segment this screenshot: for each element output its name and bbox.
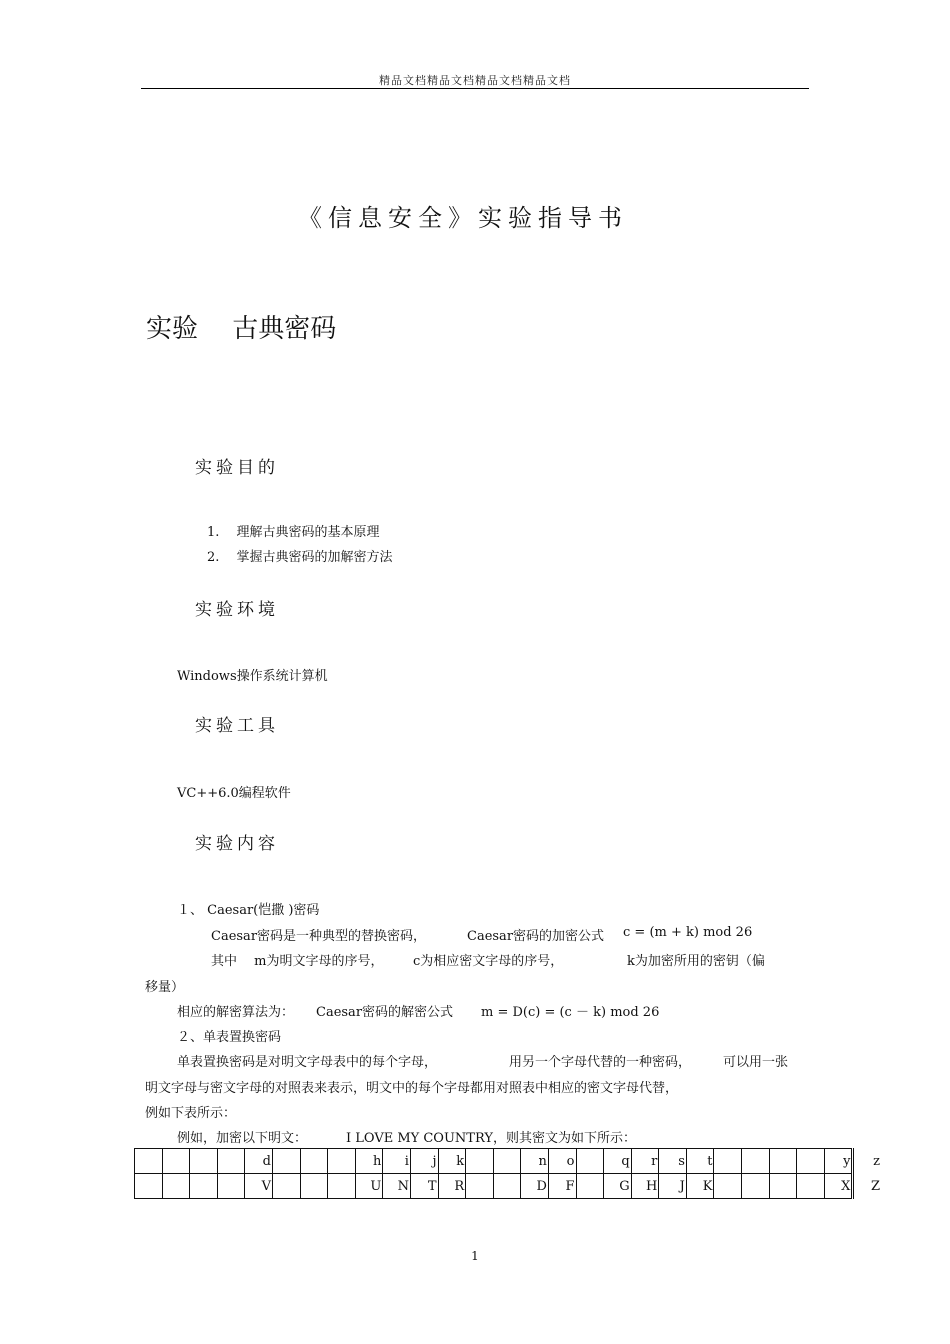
plain-cell: s xyxy=(659,1149,687,1174)
cipher-cell: T xyxy=(410,1174,438,1199)
page-number: 1 xyxy=(471,1249,479,1263)
tools-text: VC++6.0编程软件 xyxy=(177,786,291,801)
plain-cell xyxy=(135,1149,163,1174)
cipher-cell xyxy=(217,1174,245,1199)
substitution-desc-a: 单表置换密码是对明文字母表中的每个字母， xyxy=(177,1055,438,1070)
cipher-cell xyxy=(328,1174,356,1199)
plain-cell: j xyxy=(410,1149,438,1174)
cipher-cell xyxy=(135,1174,163,1199)
substitution-desc-c: 可以用一张 xyxy=(723,1055,789,1070)
cipher-cell xyxy=(493,1174,521,1199)
var-k-desc: k为加密所用的密钥（偏 xyxy=(627,954,765,969)
table-intro: 例如下表所示： xyxy=(145,1106,237,1121)
caesar-desc: Caesar密码是一种典型的替换密码， xyxy=(211,929,427,944)
cipher-cell: R xyxy=(438,1174,466,1199)
cipher-cell: X xyxy=(824,1174,853,1199)
experiment-title: 实验 古典密码 xyxy=(146,314,337,344)
cipher-cell: G xyxy=(604,1174,632,1199)
decrypt-intro: 相应的解密算法为： xyxy=(177,1005,295,1020)
cipher-cell xyxy=(272,1174,300,1199)
caesar-enc-label: Caesar密码的加密公式 xyxy=(467,929,605,944)
var-k-desc-cont: 移量） xyxy=(145,980,185,995)
plain-cell: r xyxy=(631,1149,659,1174)
section-heading-tools: 实验工具 xyxy=(195,716,279,736)
cipher-cell: K xyxy=(686,1174,714,1199)
caesar-dec-formula: m = D(c) = (c － k) mod 26 xyxy=(481,1005,660,1020)
plain-cell: d xyxy=(245,1149,273,1174)
substitution-heading: ２、单表置换密码 xyxy=(177,1030,282,1045)
plain-cell: z xyxy=(853,1149,881,1174)
running-header: 精品文档精品文档精品文档精品文档 xyxy=(379,74,571,87)
header-rule xyxy=(141,88,809,89)
plain-cell xyxy=(328,1149,356,1174)
env-text: Windows操作系统计算机 xyxy=(177,669,328,684)
plain-cell xyxy=(466,1149,494,1174)
plain-cell xyxy=(217,1149,245,1174)
plain-cell xyxy=(742,1149,770,1174)
plain-cell: t xyxy=(686,1149,714,1174)
plain-cell xyxy=(493,1149,521,1174)
substitution-desc-cont: 明文字母与密文字母的对照表来表示，明文中的每个字母都用对照表中相应的密文字母代替， xyxy=(145,1081,679,1096)
plaintext-row xyxy=(135,1149,882,1174)
plain-cell xyxy=(272,1149,300,1174)
example-plaintext: I LOVE MY COUNTRY，则其密文为如下所示： xyxy=(346,1131,636,1146)
document-title: 《信息安全》实验指导书 xyxy=(298,204,628,232)
example-intro: 例如，加密以下明文： xyxy=(177,1131,308,1146)
cipher-cell: J xyxy=(659,1174,687,1199)
var-m-desc: 其中 m为明文字母的序号， xyxy=(211,954,384,969)
cipher-cell xyxy=(797,1174,825,1199)
caesar-heading: １、 Caesar(恺撒 )密码 xyxy=(177,903,320,918)
plain-cell: k xyxy=(438,1149,466,1174)
cipher-cell xyxy=(742,1174,770,1199)
cipher-cell: N xyxy=(383,1174,411,1199)
section-heading-env: 实验环境 xyxy=(195,600,279,620)
section-heading-content: 实验内容 xyxy=(195,834,279,854)
cipher-cell xyxy=(162,1174,190,1199)
plain-cell: o xyxy=(548,1149,576,1174)
cipher-cell xyxy=(714,1174,742,1199)
plain-cell xyxy=(162,1149,190,1174)
section-heading-purpose: 实验目的 xyxy=(195,458,279,478)
plain-cell xyxy=(797,1149,825,1174)
cipher-cell xyxy=(300,1174,328,1199)
caesar-dec-label: Caesar密码的解密公式 xyxy=(316,1005,454,1020)
cipher-cell: V xyxy=(245,1174,273,1199)
cipher-cell xyxy=(466,1174,494,1199)
var-c-desc: c为相应密文字母的序号， xyxy=(413,954,564,969)
cipher-cell xyxy=(769,1174,797,1199)
cipher-cell: H xyxy=(631,1174,659,1199)
substitution-table xyxy=(134,1148,881,1199)
plain-cell: y xyxy=(824,1149,853,1174)
purpose-item-2: 2. 掌握古典密码的加解密方法 xyxy=(207,550,393,565)
cipher-cell: Z xyxy=(853,1174,881,1199)
cipher-cell xyxy=(190,1174,218,1199)
purpose-item-1: 1. 理解古典密码的基本原理 xyxy=(207,525,380,540)
caesar-enc-formula: c = (m + k) mod 26 xyxy=(623,925,753,940)
plain-cell xyxy=(769,1149,797,1174)
plain-cell: h xyxy=(355,1149,383,1174)
plain-cell: i xyxy=(383,1149,411,1174)
plain-cell xyxy=(576,1149,604,1174)
cipher-cell xyxy=(576,1174,604,1199)
plain-cell: n xyxy=(521,1149,549,1174)
plain-cell xyxy=(300,1149,328,1174)
cipher-cell: D xyxy=(521,1174,549,1199)
cipher-cell: F xyxy=(548,1174,576,1199)
cipher-cell: U xyxy=(355,1174,383,1199)
plain-cell xyxy=(714,1149,742,1174)
ciphertext-row xyxy=(135,1174,882,1199)
substitution-desc-b: 用另一个字母代替的一种密码， xyxy=(509,1055,692,1070)
plain-cell: q xyxy=(604,1149,632,1174)
plain-cell xyxy=(190,1149,218,1174)
